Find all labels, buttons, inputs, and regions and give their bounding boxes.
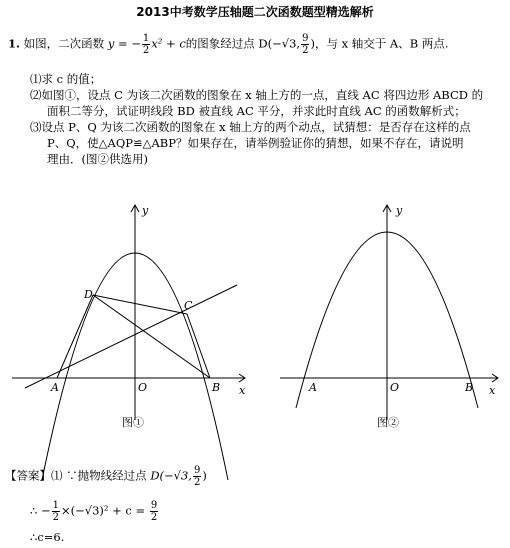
label-B: B <box>212 381 221 394</box>
figure-1-labels <box>50 204 246 429</box>
segment-CB <box>187 314 210 378</box>
fraction-denominator: 2 <box>302 45 309 56</box>
fraction-numerator: 9 <box>302 33 309 44</box>
fraction-denominator: 2 <box>52 512 59 523</box>
problem-intro: 如图，二次函数 <box>23 36 105 51</box>
label-C: C <box>184 299 193 312</box>
equation: y = − <box>107 36 141 51</box>
point-close: ) <box>310 36 315 51</box>
answer-point-fraction <box>193 465 201 488</box>
answer-fraction-1 <box>52 500 60 523</box>
label-D: D <box>84 288 93 301</box>
line-AC <box>25 285 237 388</box>
label-x: x <box>239 384 246 397</box>
label-x: x <box>489 384 496 397</box>
fraction-denominator: 2 <box>150 512 158 523</box>
answer-step-2a: ∴ − <box>30 503 51 518</box>
label-B: B <box>465 381 474 394</box>
fraction-numerator: 9 <box>193 465 201 476</box>
figure-2-labels <box>308 204 496 429</box>
answer-tag: 【答案】 <box>5 468 51 483</box>
question-2-line-2: 面积二等分，试证明线段 BD 被直线 AC 平分，并求此时直线 AC 的函数解析式； <box>47 104 466 118</box>
answer-fraction-2 <box>150 500 158 523</box>
answer-line-1 <box>5 465 207 488</box>
answer-step-2b: ×(−√3)² + c = <box>60 503 146 518</box>
problem-point-text: 的图象经过点 D <box>185 36 268 51</box>
figure-2-caption: 图② <box>377 416 399 429</box>
label-A: A <box>309 381 317 394</box>
figure-1-caption: 图① <box>122 416 144 429</box>
question-3-line-3: 理由．(图②供选用) <box>47 152 148 166</box>
fraction-denominator: 2 <box>193 477 201 488</box>
answer-point: D(−√3, <box>150 468 192 483</box>
question-3-line-2: P、Q，使△AQP≌△ABP？如果存在，请举例验证你的猜想，如果不存在，请说明 <box>47 136 464 150</box>
fraction-denominator: 2 <box>142 45 150 56</box>
question-1: ⑴求 c 的值； <box>30 72 102 86</box>
figure-1 <box>12 205 245 480</box>
point-open: (−√3, <box>267 36 301 51</box>
label-A: A <box>51 381 59 394</box>
page-title: 2013中考数学压轴题二次函数题型精选解析 <box>136 5 374 19</box>
problem-intro-end: ，与 x 轴交于 A、B 两点. <box>314 36 449 51</box>
fraction-numerator: 1 <box>52 500 59 511</box>
label-O: O <box>390 381 400 394</box>
question-2-line-1: ⑵如图①，设点 C 为该二次函数的图象在 x 轴上方的一点，直线 AC 将四边形 ABCD 的 <box>30 88 484 102</box>
question-3-line-1: ⑶设点 P、Q 为该二次函数的图象在 x 轴上方的两个动点，试猜想：是否存在这样的点 <box>30 120 471 134</box>
fraction-numerator: 1 <box>142 33 150 44</box>
fraction-numerator: 9 <box>150 500 158 511</box>
label-O: O <box>138 381 148 394</box>
answer-point-close: ) <box>202 468 207 483</box>
label-y: y <box>142 204 149 217</box>
answer-line-2 <box>30 500 159 523</box>
equation-tail: x² + c <box>151 36 186 51</box>
segment-AD <box>57 295 93 378</box>
answer-line-3: ∴c=6. <box>30 530 65 544</box>
segment-DB <box>93 295 210 378</box>
answer-step-1: ⑴ ∵抛物线经过点 <box>51 468 147 483</box>
label-y: y <box>396 204 403 217</box>
problem-number: 1. <box>8 36 21 51</box>
